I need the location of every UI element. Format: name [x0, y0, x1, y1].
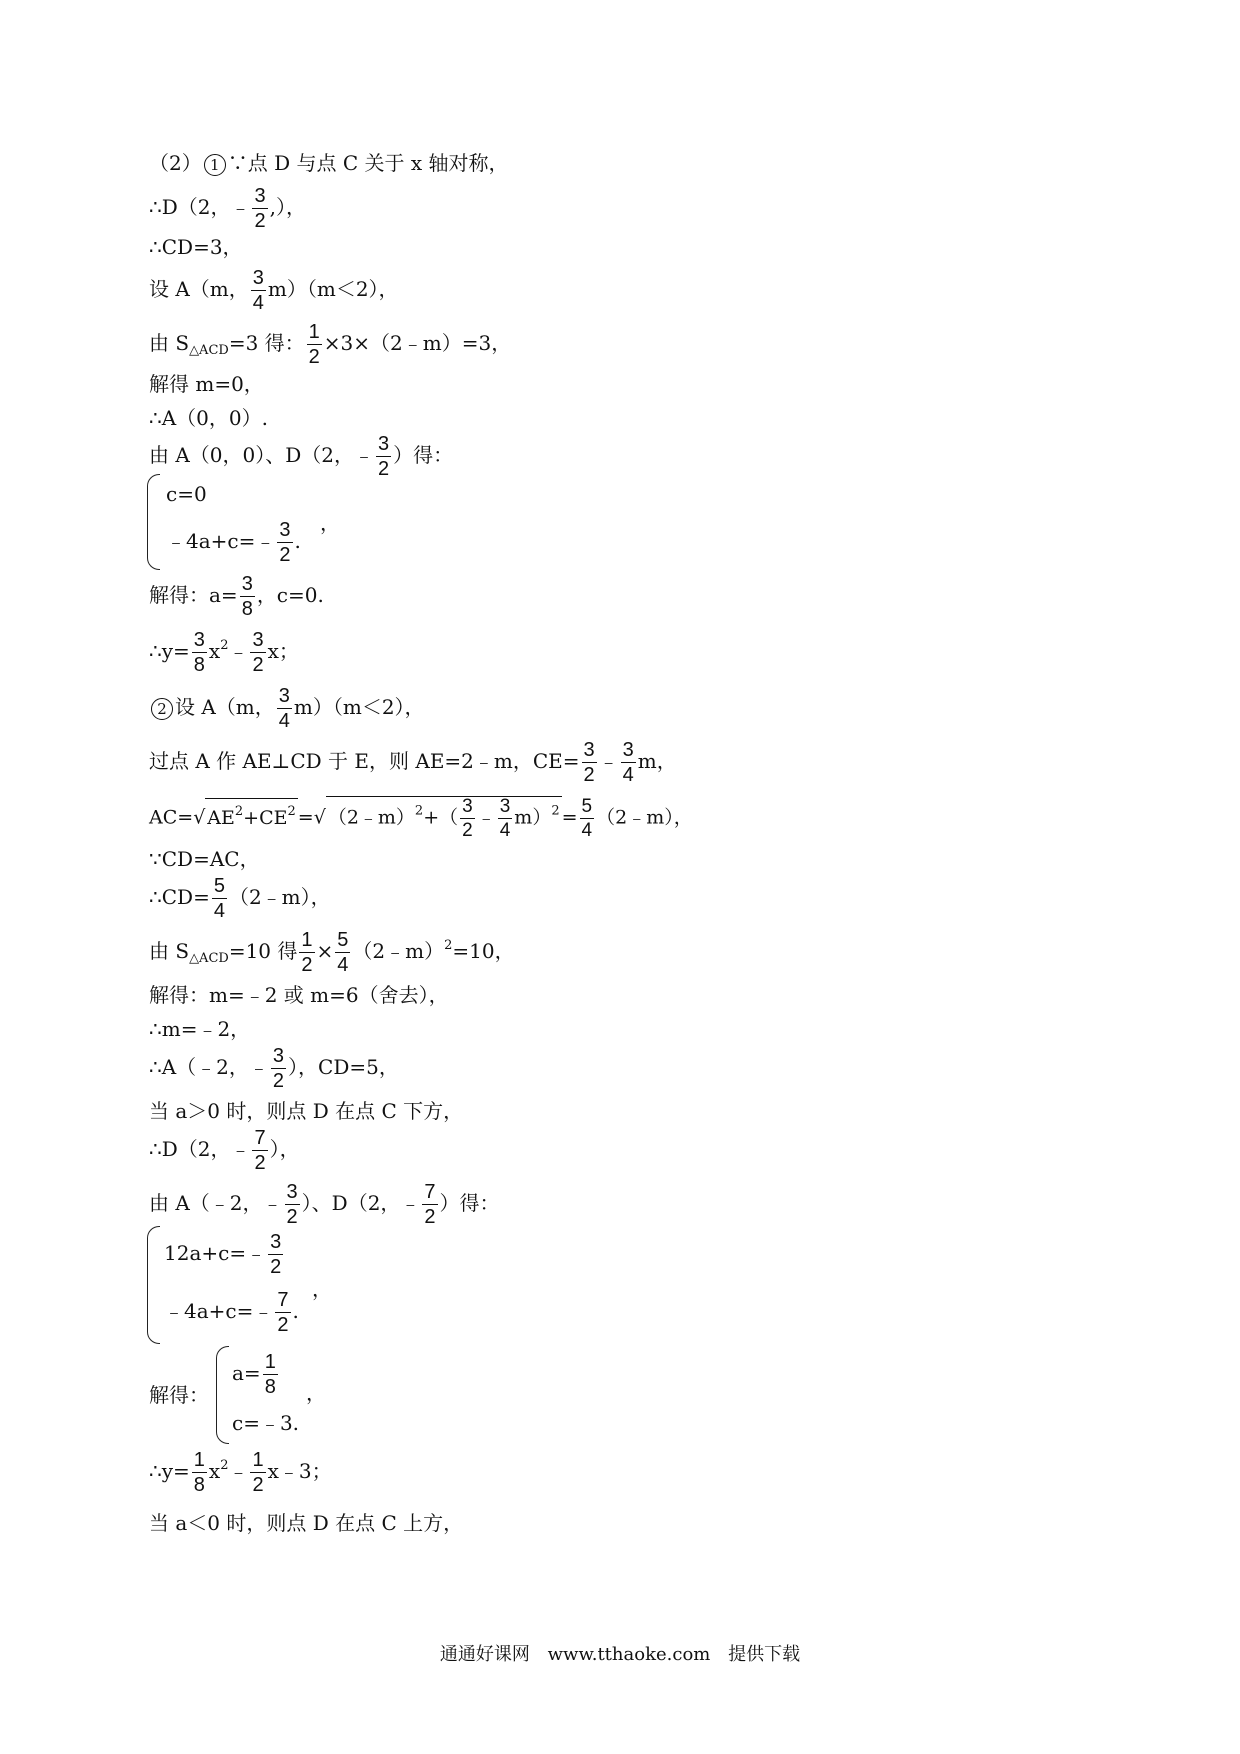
fraction: $\frac{1}{2}$: [308, 321, 320, 368]
fraction: $\frac{3}{2}$: [254, 185, 266, 232]
solution-line: ∴y= $\frac{3}{8}$ $x^2﹣$ $\frac{3}{2}$ x；: [149, 629, 299, 676]
radical-sign: √: [313, 806, 326, 829]
footer-note: 提供下载: [728, 1644, 801, 1665]
fraction: $\frac{3}{2}$: [279, 519, 291, 566]
solution-line: ∴A（﹣2，﹣ $\frac{3}{2}$ ），CD=5，: [149, 1045, 399, 1092]
radicand: $AE^2+CE^2$: [205, 798, 297, 831]
solution-line: 当 a＜0 时，则点 D 在点 C 上方，: [149, 1511, 464, 1535]
solution-line: AC=√ $AE^2+CE^2$ =√ （2﹣m）$^2$+（ $\frac{3}{2}$ ﹣ $\frac{3}{4}$ m）$^2$ = $\frac{5}{4}$ （2﹣m），: [149, 796, 693, 841]
comma: ，: [320, 511, 340, 535]
fraction: $\frac{3}{8}$: [241, 573, 253, 620]
solution-line: ∴A（0，0）.: [149, 406, 268, 430]
fraction: $\frac{3}{4}$: [622, 739, 634, 786]
fraction: $\frac{3}{4}$: [252, 267, 264, 314]
solution-line: ∴m=﹣2，: [149, 1017, 251, 1041]
equation-row: c=﹣3.: [232, 1411, 300, 1435]
radical-sign: √: [193, 806, 206, 829]
comma: ，: [312, 1277, 332, 1301]
equation-row: ﹣4a+c=﹣ $\frac{7}{2}$ .: [164, 1289, 299, 1336]
fraction: $\frac{5}{4}$: [581, 796, 593, 841]
brace: [216, 1346, 229, 1444]
page-footer: [0, 1640, 1240, 1666]
brace: [147, 1226, 160, 1344]
footer-url[interactable]: www.tthaoke.com: [547, 1644, 711, 1665]
fraction: $\frac{3}{2}$: [270, 1231, 282, 1278]
solution-line: 由 A（0，0）、D（2，﹣ $\frac{3}{2}$ ）得：: [149, 433, 454, 480]
fraction: $\frac{1}{2}$: [252, 1449, 264, 1496]
footer-site-name: 通通好课网: [439, 1644, 530, 1665]
fraction: $\frac{1}{8}$: [264, 1351, 276, 1398]
solution-line: ∴y= $\frac{1}{8}$ $x^2﹣$ $\frac{1}{2}$ x﹣3；: [149, 1449, 332, 1496]
solution-line: ∴CD=3，: [149, 235, 243, 259]
fraction: $\frac{3}{8}$: [193, 629, 205, 676]
solution-line: 解得：m=﹣2 或 m=6（舍去），: [149, 983, 449, 1007]
radicand: （2﹣m）$^2$+（ $\frac{3}{2}$ ﹣ $\frac{3}{4}$ m）$^2$: [327, 796, 560, 841]
solution-line: 由 $S_{\triangle ACD}=10$ 得 $\frac{1}{2}$ × $\frac{5}{4}$ （2﹣m）$^2$=10，: [149, 929, 515, 976]
solution-line: （2） 1 ∵点 D 与点 C 关于 x 轴对称，: [149, 151, 509, 175]
fraction: $\frac{3}{2}$: [583, 739, 595, 786]
fraction: $\frac{1}{8}$: [193, 1449, 205, 1496]
fraction: $\frac{5}{4}$: [213, 875, 225, 922]
solution-line: 过点 A 作 AE⊥CD 于 E，则 AE=2﹣m，CE= $\frac{3}{2}$ ﹣ $\frac{3}{4}$ m，: [149, 739, 677, 786]
solution-line: ∴CD= $\frac{5}{4}$ （2﹣m），: [149, 875, 331, 922]
fraction: $\frac{3}{4}$: [499, 796, 511, 841]
fraction: $\frac{3}{4}$: [278, 685, 290, 732]
solution-line: 设 A（m， $\frac{3}{4}$ m）（m＜2），: [149, 267, 399, 314]
fraction: $\frac{1}{2}$: [301, 929, 313, 976]
solution-line: 由 $S_{\triangle ACD}=3$ 得： $\frac{1}{2}$ ×3×（2﹣m）=3，: [149, 321, 512, 368]
solution-line: ∴D（2，﹣ $\frac{3}{2}$ ,），: [149, 185, 306, 232]
equation-row: ﹣4a+c=﹣ $\frac{3}{2}$ .: [166, 519, 301, 566]
fraction: $\frac{3}{2}$: [252, 629, 264, 676]
equation-row: 12a+c=﹣ $\frac{3}{2}$: [164, 1231, 282, 1278]
fraction: $\frac{7}{2}$: [424, 1181, 436, 1228]
comma: ，: [306, 1381, 326, 1405]
fraction: $\frac{5}{4}$: [337, 929, 349, 976]
solution-line: 解得 m=0，: [149, 372, 264, 396]
fraction: $\frac{3}{2}$: [462, 796, 473, 841]
equation-row: c=0: [166, 482, 207, 506]
fraction: $\frac{3}{2}$: [378, 433, 390, 480]
solution-line: 2 设 A（m， $\frac{3}{4}$ m）（m＜2），: [149, 686, 425, 731]
brace: [147, 474, 160, 570]
circled-number: 1: [204, 154, 226, 176]
fraction: $\frac{7}{2}$: [277, 1289, 289, 1336]
fraction: $\frac{3}{2}$: [286, 1181, 298, 1228]
fraction: $\frac{7}{2}$: [254, 1127, 266, 1174]
fraction: $\frac{3}{2}$: [272, 1045, 285, 1092]
circled-number: 2: [151, 698, 173, 720]
solution-line: ∴D（2，﹣ $\frac{7}{2}$ ），: [149, 1127, 300, 1174]
solution-line: 由 A（﹣2，﹣ $\frac{3}{2}$ ）、D（2，﹣ $\frac{7}{2}$ ）得：: [149, 1181, 500, 1228]
solution-line: ∵CD=AC，: [149, 847, 260, 871]
solution-line: 解得：a= $\frac{3}{8}$ ，c=0.: [149, 573, 324, 620]
equation-row: a= $\frac{1}{8}$: [232, 1351, 276, 1398]
solution-line: 当 a＞0 时，则点 D 在点 C 下方，: [149, 1099, 464, 1123]
solution-line: 解得：: [149, 1383, 209, 1407]
